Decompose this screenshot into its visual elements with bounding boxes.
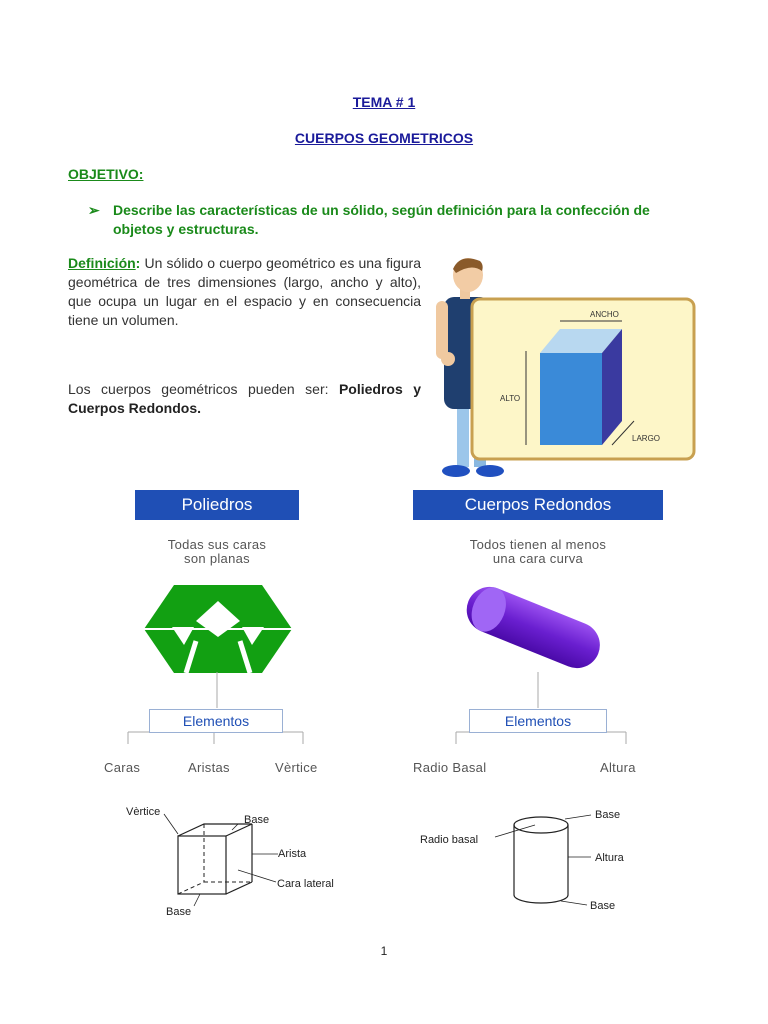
types-emphasis: Poliedros y Cuerpos Redondos. (68, 381, 422, 416)
cara-lateral-pointer (238, 870, 276, 882)
definition-label: Definición (68, 255, 136, 271)
poliedros-caption-line1: Todas sus caras (167, 537, 267, 552)
redondos-elementos-box: Elementos (469, 709, 607, 733)
poliedros-caption (120, 538, 314, 566)
definition-text: Un sólido o cuerpo geométrico es una figura geométrica de tres dimensiones (largo, ancho y alto), que ocupa un lugar en el espacio y en consecuencia tiene un volumen. (68, 255, 421, 328)
diagram-label-cara-lateral: Cara lateral (277, 878, 334, 890)
largo-label: LARGO (632, 434, 661, 443)
page-number: 1 (380, 944, 388, 958)
objective-label: OBJETIVO: (68, 166, 144, 182)
redondos-header: Cuerpos Redondos (413, 490, 663, 520)
poliedros-elementos-box: Elementos (149, 709, 283, 733)
person-shoe-left (442, 465, 470, 477)
types-paragraph (68, 380, 421, 418)
prism-front-face (540, 353, 602, 445)
cylinder-bottom-arc (514, 895, 568, 903)
redondos-caption-line2: una cara curva (492, 551, 584, 566)
poliedros-header: Poliedros (135, 490, 299, 520)
redondos-caption-line1: Todos tienen al menos (469, 537, 607, 552)
person-arm (436, 301, 448, 359)
cylinder-top-ellipse (514, 817, 568, 833)
poliedros-leaf-caras: Caras (104, 760, 141, 775)
arrow-bullet-icon: ➢ (88, 202, 100, 218)
prism-front-outline (178, 836, 226, 894)
diagram-label-base-bottom: Base (166, 906, 192, 918)
person-hand (441, 352, 455, 366)
tema-title: TEMA # 1 (352, 94, 416, 110)
poliedros-caption-line2: son planas (184, 551, 250, 566)
objective-bullet (90, 201, 702, 239)
diagram-label-arista: Arista (278, 848, 307, 860)
alto-label: ALTO (500, 394, 521, 403)
diagram-label-radio-basal: Radio basal (420, 834, 479, 846)
types-intro: Los cuerpos geométricos pueden ser: (68, 381, 339, 397)
base-bottom-pointer (561, 901, 587, 905)
prism-top-outline (178, 824, 252, 836)
base-bottom-pointer (194, 894, 200, 906)
subject-title: CUERPOS GEOMETRICOS (294, 130, 474, 146)
ancho-label: ANCHO (590, 310, 619, 319)
diagram-label-base-top: Base (595, 809, 621, 821)
poliedros-leaf-aristas: Aristas (188, 760, 230, 775)
person-holding-prism-illustration (430, 255, 700, 483)
polyhedron-shape (144, 585, 292, 673)
redondos-leaf-altura: Altura (600, 760, 636, 775)
vertice-pointer (164, 814, 178, 834)
poliedros-leaf-vertice: Vèrtice (275, 760, 318, 775)
person-leg-left (457, 405, 469, 467)
diagram-label-vertice: Vèrtice (126, 806, 161, 818)
diagram-label-base-top: Base (244, 814, 270, 826)
redondos-caption (420, 538, 656, 566)
redondos-leaf-radio-basal: Radio Basal (413, 760, 487, 775)
diagram-label-altura: Altura (595, 852, 624, 864)
diagram-label-base-bottom: Base (590, 900, 616, 912)
objective-text: Describe las características de un sólido, según definición para la confección de objetos y estructuras. (113, 202, 650, 237)
definition-paragraph (68, 254, 421, 330)
base-top-pointer (565, 815, 591, 819)
person-shoe-right (476, 465, 504, 477)
cylinder-shape (455, 582, 620, 677)
base-top-pointer (232, 824, 238, 830)
definition-colon: : (135, 255, 141, 271)
